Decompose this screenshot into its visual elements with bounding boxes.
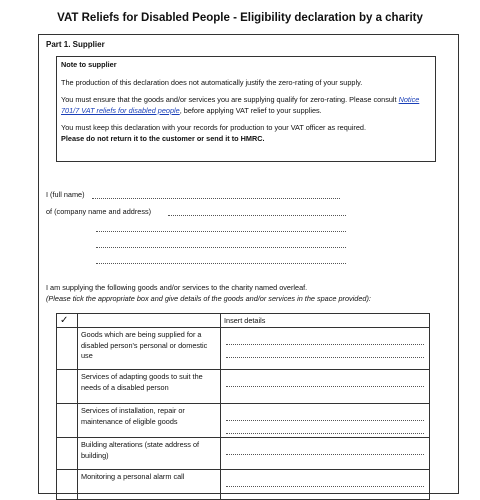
table-row <box>57 470 430 500</box>
note-p3-warning: Please do not return it to the customer or send it to HMRC. <box>61 133 265 143</box>
company-address-field-1[interactable] <box>168 215 346 216</box>
details-field[interactable] <box>221 370 430 404</box>
row-label: Services of installation, repair or maintenance of eligible goods <box>78 404 221 438</box>
tick-box[interactable] <box>57 370 78 404</box>
tick-box[interactable] <box>57 470 78 500</box>
tick-box[interactable] <box>57 328 78 370</box>
details-field[interactable] <box>221 470 430 500</box>
company-address-field-3[interactable] <box>96 247 346 248</box>
table-row <box>57 438 430 470</box>
company-address-field-2[interactable] <box>96 231 346 232</box>
checkmark-icon: ✓ <box>60 315 69 326</box>
row-label: Goods which are being supplied for a disabled person's personal or domestic use <box>78 328 221 370</box>
notice-701-7-link[interactable]: Notice 701/7 VAT reliefs for disabled people <box>61 95 420 115</box>
table-row <box>57 328 430 370</box>
note-title: Note to supplier <box>61 60 117 69</box>
details-field[interactable] <box>221 404 430 438</box>
document-title: VAT Reliefs for Disabled People - Eligibility declaration by a charity <box>57 12 423 24</box>
tick-box[interactable] <box>57 404 78 438</box>
goods-services-table <box>56 313 430 500</box>
note-paragraph-3 <box>61 123 431 144</box>
note-paragraph-1: The production of this declaration does not automatically justify the zero-rating of your supply. <box>61 77 363 87</box>
details-field[interactable] <box>221 328 430 370</box>
note-p2-text-a: You must ensure that the goods and/or services you are supplying qualify for zero-rating. Please consult <box>61 95 399 104</box>
company-label: of (company name and address) <box>46 207 152 216</box>
company-address-field-4[interactable] <box>96 263 346 264</box>
supply-intro <box>46 283 371 304</box>
supply-intro-line: I am supplying the following goods and/or services to the charity named overleaf. <box>46 283 308 292</box>
row-label: Monitoring a personal alarm call <box>78 470 221 500</box>
details-field[interactable] <box>221 438 430 470</box>
tick-box[interactable] <box>57 438 78 470</box>
part1-heading: Part 1. Supplier <box>46 40 105 49</box>
note-p2-text-b: , before applying VAT relief to your supplies. <box>179 105 322 115</box>
supply-intro-instruction: (Please tick the appropriate box and give details of the goods and/or services in the space provided): <box>46 293 371 303</box>
full-name-label: I (full name) <box>46 190 85 199</box>
details-column-header: Insert details <box>221 314 430 328</box>
table-header-row <box>57 314 430 328</box>
note-p3-text: You must keep this declaration with your records for production to your VAT officer as required. <box>61 123 367 132</box>
table-row <box>57 370 430 404</box>
note-to-supplier-box <box>56 56 436 162</box>
row-label: Building alterations (state address of building) <box>78 438 221 470</box>
note-paragraph-2 <box>61 95 431 116</box>
description-column-header <box>78 314 221 328</box>
table-row <box>57 404 430 438</box>
full-name-field[interactable] <box>92 198 340 199</box>
tick-column-header <box>57 314 78 328</box>
row-label: Services of adapting goods to suit the needs of a disabled person <box>78 370 221 404</box>
